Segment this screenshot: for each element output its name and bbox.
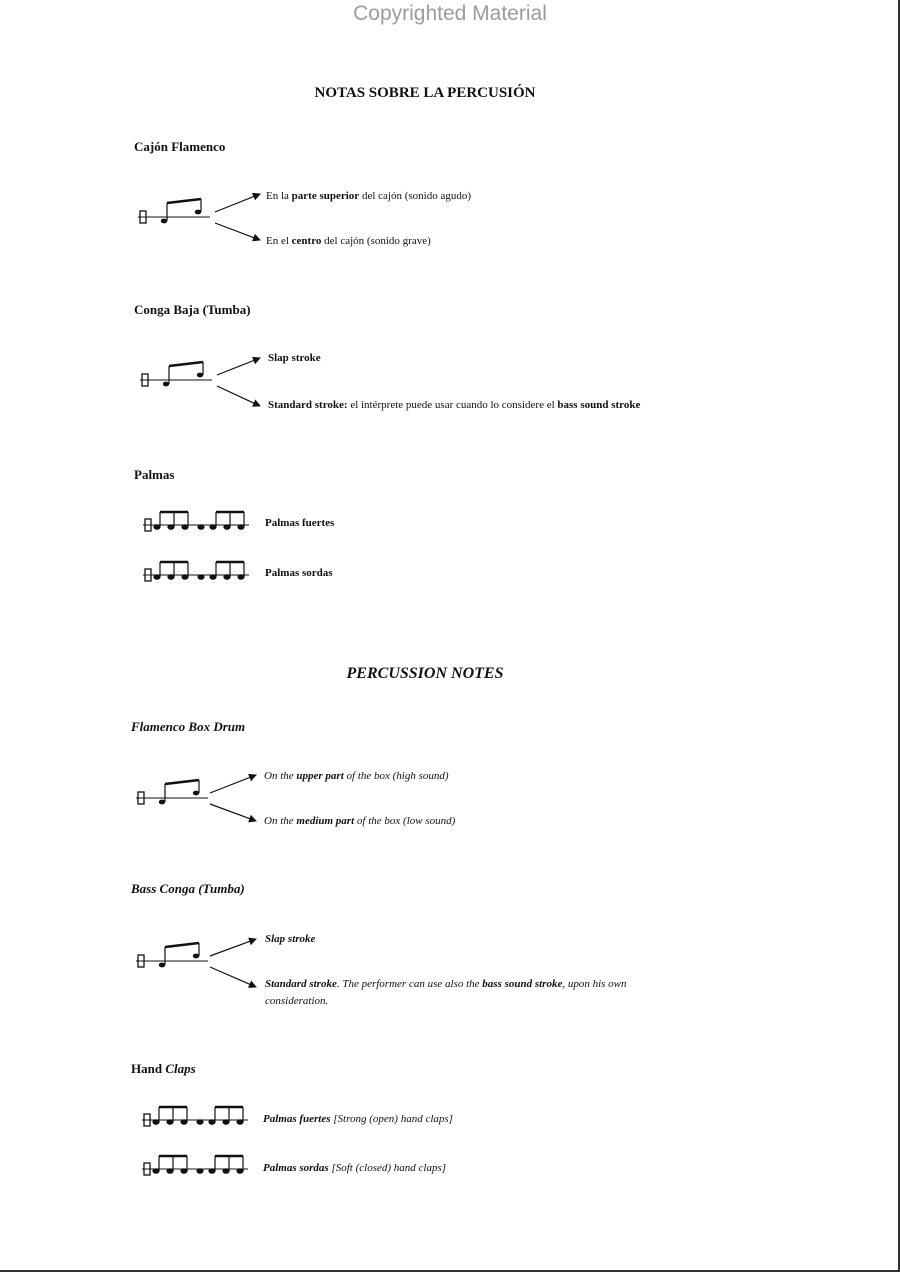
cajon-heading: Cajón Flamenco [134,139,226,154]
conga-lower-label: Standard stroke: el intérprete puede usar cuando lo considere el bass sound stroke [268,399,641,411]
claps-sordas-notation [142,1156,248,1175]
claps-fuertes-label: Palmas fuertes [Strong (open) hand claps] [263,1113,453,1125]
english-title: PERCUSSION NOTES [346,665,504,682]
palmas-heading: Palmas [134,467,175,482]
claps-sordas-label: Palmas sordas [Soft (closed) hand claps] [263,1162,447,1174]
bass-conga-notation [136,939,256,987]
hand-claps-heading: Hand Claps [131,1061,196,1076]
palmas-sordas-label: Palmas sordas [265,567,333,579]
conga-notation [140,358,260,406]
claps-fuertes-notation [142,1107,248,1126]
box-drum-notation [136,775,256,821]
bass-conga-heading: Bass Conga (Tumba) [131,881,245,896]
palmas-fuertes-label: Palmas fuertes [265,517,335,529]
cajon-upper-label: En la parte superior del cajón (sonido agudo) [266,190,471,202]
palmas-sordas-notation [143,562,249,581]
conga-heading: Conga Baja (Tumba) [134,302,251,317]
conga-upper-label: Slap stroke [268,352,321,364]
box-upper-label: On the upper part of the box (high sound) [264,770,449,782]
spanish-title: NOTAS SOBRE LA PERCUSIÓN [314,85,536,101]
cajon-notation [138,194,260,240]
copyright-watermark: Copyrighted Material [353,2,547,25]
box-lower-label: On the medium part of the box (low sound) [264,815,456,827]
box-drum-heading: Flamenco Box Drum [131,719,246,734]
palmas-fuertes-notation [143,512,249,531]
bass-conga-lower-label: Standard stroke. The performer can use also the bass sound stroke, upon his own consideration. [265,978,627,1007]
bass-conga-upper-label: Slap stroke [265,933,316,945]
cajon-lower-label: En el centro del cajón (sonido grave) [266,235,431,247]
